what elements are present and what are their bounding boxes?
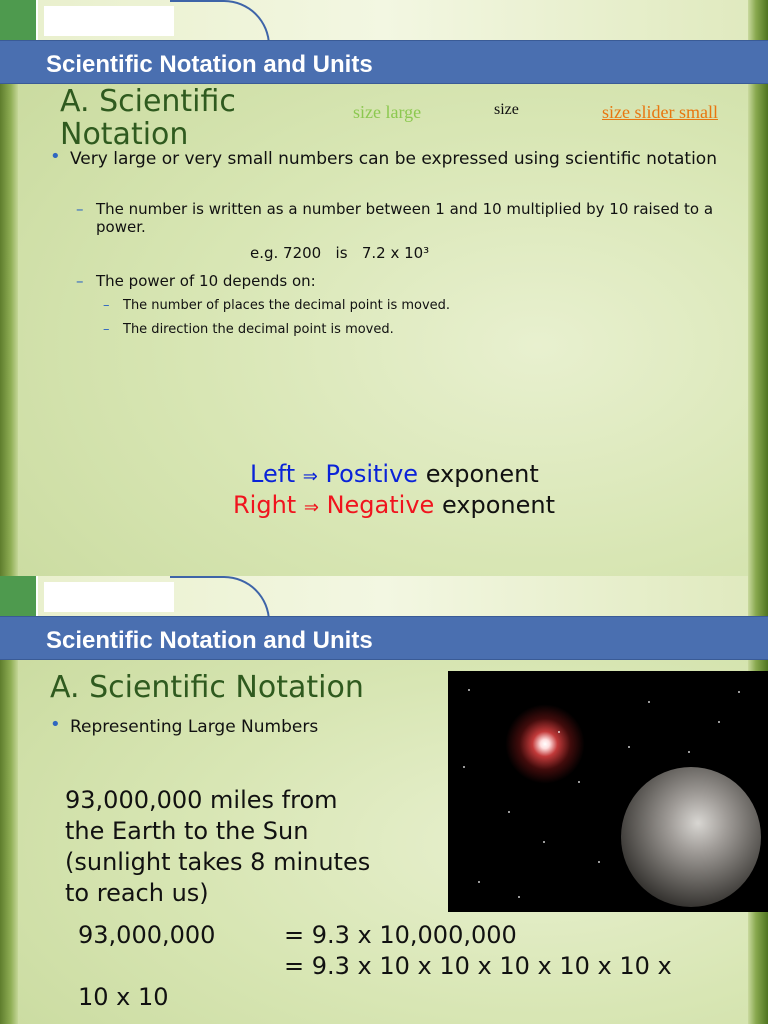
dash-icon: – xyxy=(76,200,84,218)
fact-line: to reach us) xyxy=(65,879,209,907)
example-text: e.g. 7200 is 7.2 x 10³ xyxy=(250,244,430,262)
subsub-text: The number of places the decimal point is moved. xyxy=(123,298,451,313)
slide-title: Scientific Notation and Units xyxy=(46,627,373,654)
equation-right-2: = 9.3 x 10 x 10 x 10 x 10 x 10 x xyxy=(284,952,672,980)
subsub-item xyxy=(103,321,683,338)
white-box-decoration xyxy=(44,6,174,36)
fact-text xyxy=(65,785,425,909)
rule-sign: Negative xyxy=(326,491,435,519)
slide-title: Scientific Notation and Units xyxy=(46,51,373,78)
rule-right xyxy=(233,491,555,519)
bullet-dot-icon: • xyxy=(50,146,61,167)
bullet-item xyxy=(50,714,430,738)
fact-line: (sunlight takes 8 minutes xyxy=(65,848,371,876)
rule-sign: Positive xyxy=(325,460,419,488)
rule-word: exponent xyxy=(441,491,555,519)
fact-line: 93,000,000 miles from xyxy=(65,786,338,814)
size-slider-small-link[interactable]: size slider small xyxy=(602,102,718,122)
subsub-text: The direction the decimal point is moved. xyxy=(123,322,394,337)
rule-direction: Left xyxy=(250,460,296,488)
sub-text: The number is written as a number between 1 and 10 multiplied by 10 raised to a power. xyxy=(96,200,714,236)
bullet-dot-icon: • xyxy=(50,714,61,735)
dash-icon: – xyxy=(103,298,110,313)
right-edge-decoration xyxy=(748,0,768,576)
equation-right-1: = 9.3 x 10,000,000 xyxy=(284,921,517,949)
title-band xyxy=(0,40,768,84)
rule-direction: Right xyxy=(233,491,297,519)
space-image xyxy=(448,671,768,912)
subsub-item xyxy=(103,297,683,314)
section-heading: A. Scientific Notation xyxy=(50,670,364,705)
sub-item xyxy=(76,272,696,290)
left-edge-decoration xyxy=(0,84,18,576)
white-box-decoration xyxy=(44,582,174,612)
left-edge-decoration xyxy=(0,660,18,1024)
bullet-text: Representing Large Numbers xyxy=(70,717,319,737)
sub-text: The power of 10 depends on: xyxy=(96,272,316,290)
section-heading xyxy=(60,85,236,151)
bullet-item xyxy=(50,146,740,170)
fact-line: the Earth to the Sun xyxy=(65,817,309,845)
heading-line-2: Notation xyxy=(60,117,189,152)
green-square-decoration xyxy=(0,0,38,40)
sub-item xyxy=(76,200,756,236)
size-label: size xyxy=(494,101,519,118)
arrow-icon: ⇒ xyxy=(303,497,319,518)
planet-image xyxy=(621,767,761,907)
red-star-icon xyxy=(505,704,585,784)
equation-wrap: 10 x 10 xyxy=(78,983,169,1011)
slide-2 xyxy=(0,576,768,1024)
rule-left xyxy=(250,460,539,488)
dash-icon: – xyxy=(76,272,84,290)
green-square-decoration xyxy=(0,576,38,616)
rule-word: exponent xyxy=(425,460,539,488)
size-large-label: size large xyxy=(353,102,422,122)
heading-line-1: A. Scientific xyxy=(60,84,236,119)
dash-icon: – xyxy=(103,322,110,337)
title-band xyxy=(0,616,768,660)
bullet-text: Very large or very small numbers can be expressed using scientific notation xyxy=(70,149,717,169)
arrow-icon: ⇒ xyxy=(302,466,318,487)
equation-left: 93,000,000 xyxy=(78,921,216,949)
